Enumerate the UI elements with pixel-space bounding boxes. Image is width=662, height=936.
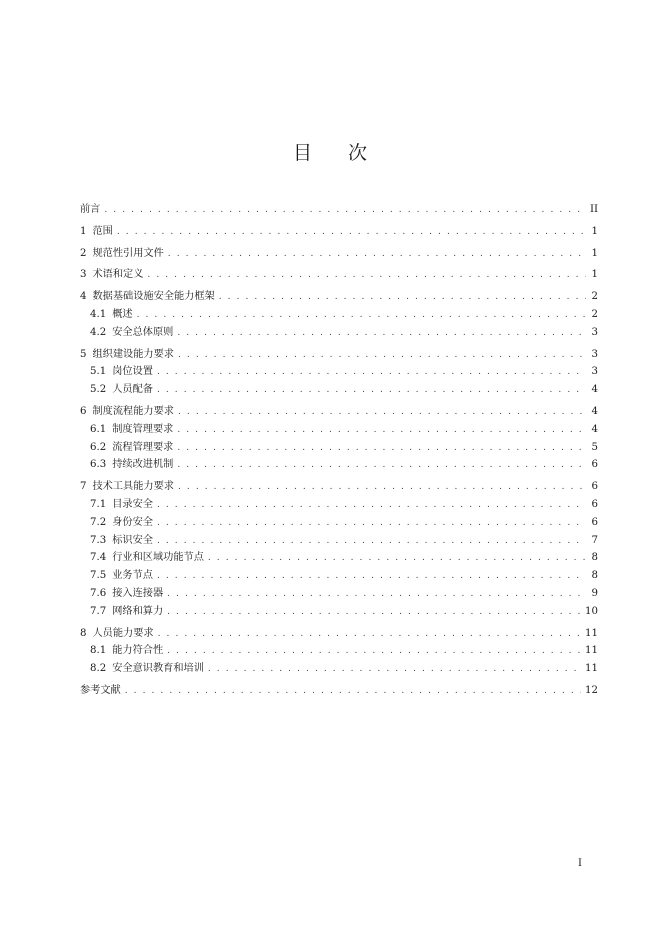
toc-dot-leader: [167, 643, 581, 661]
toc-entry-label: 流程管理要求: [112, 441, 174, 453]
toc-entry-page: 11: [585, 627, 598, 639]
toc-entry[interactable]: [80, 201, 598, 219]
toc-entry[interactable]: [80, 245, 598, 263]
table-of-contents: [80, 201, 598, 700]
toc-entry-number: 5.1: [90, 366, 107, 378]
toc-entry-page: 11: [585, 645, 598, 657]
toc-entry[interactable]: [80, 324, 598, 342]
toc-entry-label: 岗位设置: [112, 366, 153, 378]
toc-entry-label: 范围: [92, 225, 113, 237]
toc-entry[interactable]: [80, 625, 598, 643]
toc-dot-leader: [157, 568, 586, 586]
toc-entry-page: 3: [591, 366, 598, 378]
toc-entry-page: 1: [591, 225, 598, 237]
toc-entry-label: 安全意识教育和培训: [112, 663, 204, 675]
toc-entry-page: 11: [585, 663, 598, 675]
toc-entry[interactable]: [80, 266, 598, 284]
toc-entry-page: 4: [591, 405, 598, 417]
toc-entry[interactable]: [80, 288, 598, 306]
toc-entry-number: 4: [80, 291, 87, 303]
toc-entry-page: 3: [591, 326, 598, 338]
toc-dot-leader: [137, 307, 586, 325]
toc-entry-number: 7: [80, 481, 87, 493]
toc-entry[interactable]: [80, 660, 598, 678]
toc-dot-leader: [177, 325, 586, 343]
toc-entry-number: 6.3: [90, 459, 107, 471]
toc-entry-label: 网络和算力: [112, 605, 164, 617]
toc-entry[interactable]: [80, 532, 598, 550]
toc-entry[interactable]: [80, 363, 598, 381]
toc-entry[interactable]: [80, 306, 598, 324]
toc-entry-label: 制度流程能力要求: [92, 405, 174, 417]
toc-entry[interactable]: [80, 456, 598, 474]
toc-entry[interactable]: [80, 567, 598, 585]
toc-entry-number: 4.2: [90, 326, 107, 338]
toc-dot-leader: [117, 224, 586, 242]
toc-entry-number: 2: [80, 247, 87, 259]
toc-entry-page: II: [589, 204, 598, 215]
toc-dot-leader: [219, 289, 586, 307]
toc-entry-number: 7.4: [90, 552, 107, 564]
toc-dot-leader: [158, 626, 581, 644]
toc-dot-leader: [104, 202, 586, 220]
toc-dot-leader: [208, 550, 586, 568]
toc-dot-leader: [167, 604, 581, 622]
toc-entry-number: 3: [80, 269, 87, 281]
toc-dot-leader: [177, 457, 586, 475]
toc-entry-label: 技术工具能力要求: [92, 481, 174, 493]
toc-entry[interactable]: [80, 439, 598, 457]
toc-entry-label: 人员能力要求: [92, 627, 154, 639]
toc-entry-number: 7.6: [90, 587, 107, 599]
toc-entry-number: 7.1: [90, 498, 107, 510]
toc-entry-page: 7: [591, 534, 598, 546]
toc-entry-label: 前言: [80, 204, 101, 215]
toc-entry-label: 组织建设能力要求: [92, 348, 174, 360]
toc-dot-leader: [168, 246, 586, 264]
toc-entry-number: 6: [80, 405, 87, 417]
toc-entry-page: 8: [591, 552, 598, 564]
toc-entry-page: 10: [585, 605, 598, 617]
toc-entry-number: 5: [80, 348, 87, 360]
toc-entry-label: 参考文献: [80, 684, 121, 696]
toc-dot-leader: [177, 422, 586, 440]
toc-dot-leader: [167, 586, 586, 604]
toc-entry-page: 6: [591, 481, 598, 493]
toc-dot-leader: [177, 440, 586, 458]
toc-entry-number: 8: [80, 627, 87, 639]
toc-entry-label: 术语和定义: [92, 269, 144, 281]
toc-entry-page: 1: [591, 269, 598, 281]
toc-dot-leader: [157, 497, 586, 515]
toc-entry-page: 5: [591, 441, 598, 453]
toc-dot-leader: [208, 661, 581, 679]
toc-entry-label: 安全总体原则: [112, 326, 174, 338]
toc-entry-label: 数据基础设施安全能力框架: [92, 291, 215, 303]
toc-title: [0, 138, 662, 165]
toc-entry-page: 9: [591, 587, 598, 599]
toc-entry-page: 3: [591, 348, 598, 360]
toc-entry-label: 持续改进机制: [112, 459, 174, 471]
toc-entry-number: 4.1: [90, 308, 107, 320]
toc-dot-leader: [178, 404, 586, 422]
toc-entry-page: 12: [585, 684, 598, 696]
footer-page-number: I: [578, 858, 582, 869]
toc-entry-number: 6.2: [90, 441, 107, 453]
toc-entry-page: 6: [591, 516, 598, 528]
toc-entry-label: 概述: [112, 308, 133, 320]
toc-entry[interactable]: [80, 223, 598, 241]
toc-dot-leader: [125, 683, 581, 701]
toc-entry[interactable]: [80, 585, 598, 603]
toc-entry-number: 8.2: [90, 663, 107, 675]
toc-entry-page: 4: [591, 384, 598, 396]
toc-entry-number: 7.5: [90, 570, 107, 582]
toc-entry[interactable]: [80, 421, 598, 439]
toc-entry[interactable]: [80, 381, 598, 399]
toc-entry-number: 8.1: [90, 645, 107, 657]
toc-entry-label: 制度管理要求: [112, 423, 174, 435]
toc-dot-leader: [157, 364, 586, 382]
toc-entry[interactable]: [80, 478, 598, 496]
toc-entry-number: 1: [80, 225, 87, 237]
toc-entry[interactable]: [80, 496, 598, 514]
toc-entry-label: 规范性引用文件: [92, 247, 164, 259]
toc-entry[interactable]: [80, 514, 598, 532]
toc-entry-label: 行业和区域功能节点: [112, 552, 204, 564]
toc-entry-label: 人员配备: [112, 384, 153, 396]
toc-entry[interactable]: [80, 682, 598, 700]
toc-entry-label: 能力符合性: [112, 645, 164, 657]
toc-entry-label: 业务节点: [112, 570, 153, 582]
toc-entry[interactable]: [80, 549, 598, 567]
toc-entry-label: 标识安全: [112, 534, 153, 546]
toc-entry-number: 7.3: [90, 534, 107, 546]
toc-entry-number: 5.2: [90, 384, 107, 396]
toc-title-char-1: 目: [292, 142, 314, 164]
toc-entry-page: 8: [591, 570, 598, 582]
toc-dot-leader: [178, 479, 586, 497]
toc-entry-label: 接入连接器: [112, 587, 164, 599]
toc-dot-leader: [157, 515, 586, 533]
toc-entry[interactable]: [80, 603, 598, 621]
toc-entry-label: 身份安全: [112, 516, 153, 528]
toc-dot-leader: [178, 347, 586, 365]
toc-entry-label: 目录安全: [112, 498, 153, 510]
toc-entry-page: 2: [591, 291, 598, 303]
toc-dot-leader: [157, 533, 586, 551]
toc-entry-number: 7.2: [90, 516, 107, 528]
toc-dot-leader: [147, 267, 586, 285]
toc-entry[interactable]: [80, 642, 598, 660]
toc-entry-page: 6: [591, 459, 598, 471]
toc-entry-page: 6: [591, 498, 598, 510]
toc-entry-number: 7.7: [90, 605, 107, 617]
toc-dot-leader: [157, 382, 586, 400]
toc-entry[interactable]: [80, 403, 598, 421]
toc-entry-page: 2: [591, 308, 598, 320]
toc-entry-number: 6.1: [90, 423, 107, 435]
toc-title-char-2: 次: [348, 142, 370, 164]
toc-entry[interactable]: [80, 346, 598, 364]
toc-entry-page: 1: [591, 247, 598, 259]
toc-entry-page: 4: [591, 423, 598, 435]
